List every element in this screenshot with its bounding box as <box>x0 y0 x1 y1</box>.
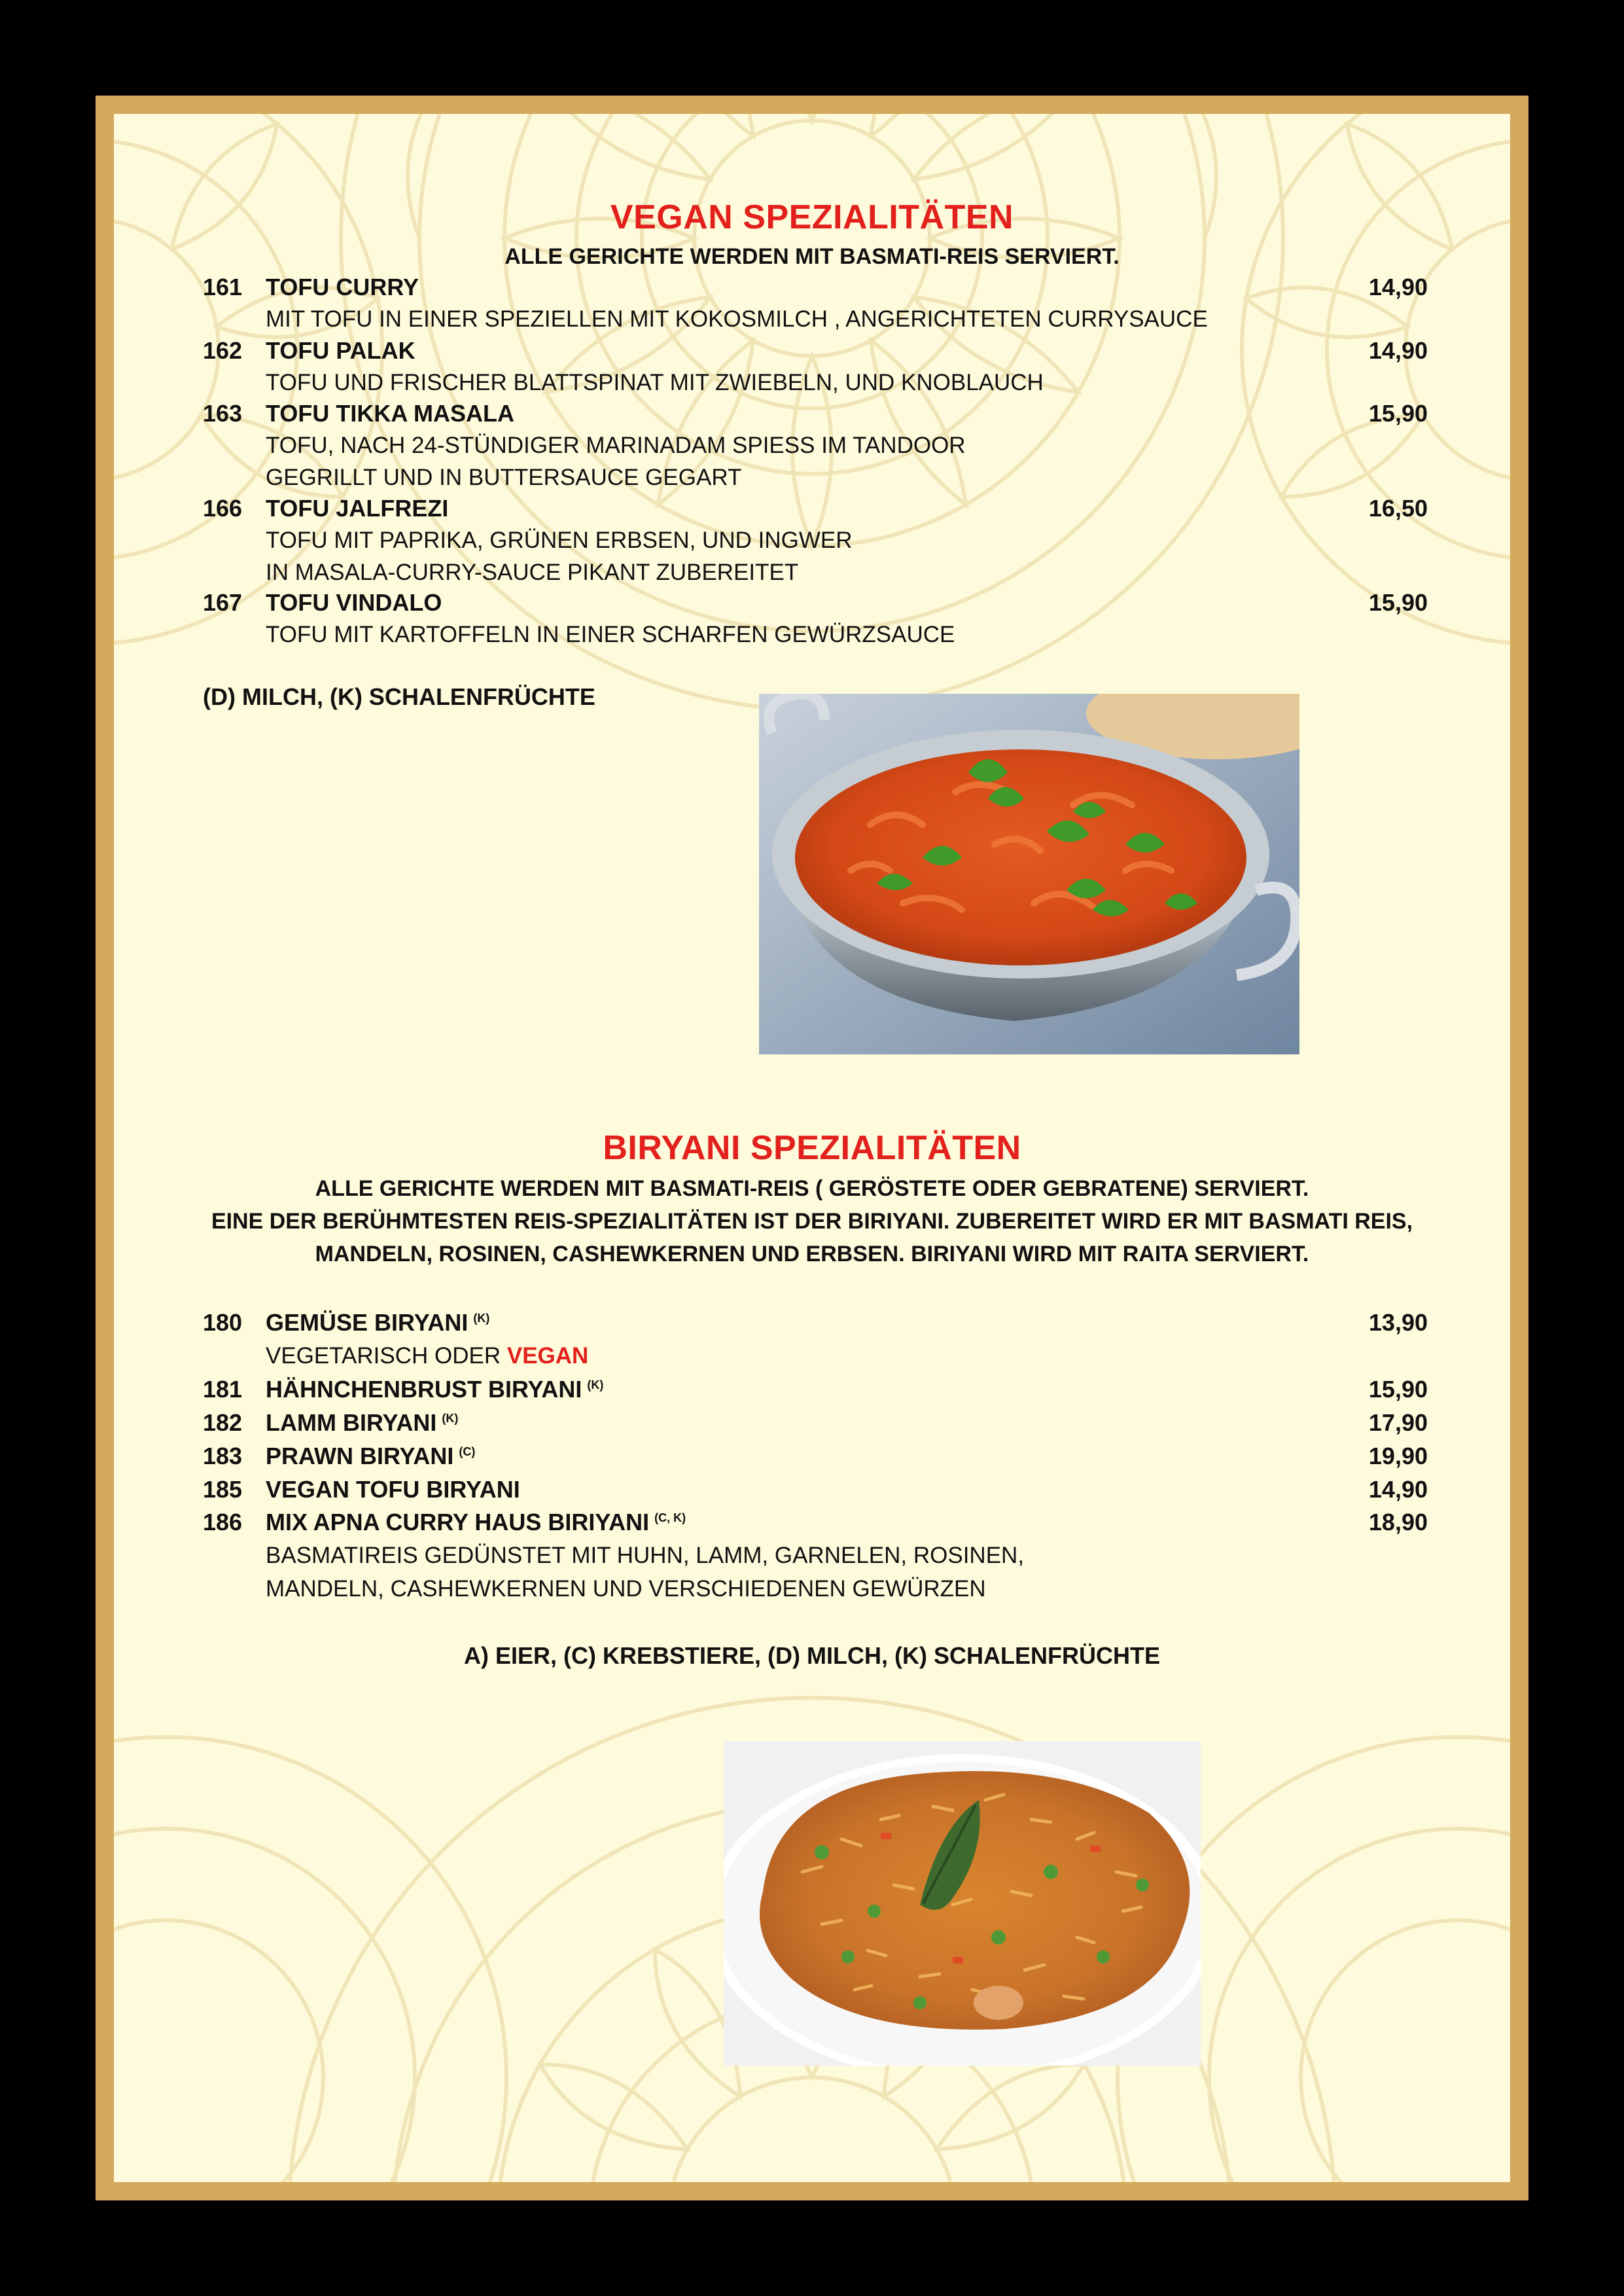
item-name: GEMÜSE BIRYANI $^{(K)}$ <box>266 1309 490 1336</box>
vegan-highlight: VEGAN <box>506 1343 589 1369</box>
item-price: 15,90 <box>1368 400 1428 427</box>
item-number: 163 <box>203 400 243 427</box>
item-price: 16,50 <box>1368 495 1428 522</box>
item-number: 183 <box>203 1443 243 1469</box>
item-price: 15,90 <box>1368 589 1428 616</box>
biryani-note-line: MANDELN, ROSINEN, CASHEWKERNEN UND ERBSEN. BIRIYANI WIRD MIT RAITA SERVIERT. <box>315 1242 1309 1266</box>
allergen-superscript: (K) <box>587 1378 604 1391</box>
item-description: MANDELN, CASHEWKERNEN UND VERSCHIEDENEN GEWÜRZEN <box>266 1576 986 1602</box>
allergen-superscript: (C, K) <box>654 1511 686 1524</box>
vegan-allergen-note: (D) MILCH, (K) SCHALENFRÜCHTE <box>203 683 595 710</box>
item-number: 161 <box>203 274 243 300</box>
allergen-superscript: (C) <box>459 1445 476 1458</box>
item-price: 13,90 <box>1368 1309 1428 1336</box>
item-description: TOFU UND FRISCHER BLATTSPINAT MIT ZWIEBELN, UND KNOBLAUCH <box>266 370 1044 395</box>
item-name: TOFU TIKKA MASALA <box>266 400 514 427</box>
item-name: TOFU PALAK <box>266 337 415 364</box>
item-price: 18,90 <box>1368 1509 1428 1535</box>
item-price: 15,90 <box>1368 1376 1428 1403</box>
item-name: MIX APNA CURRY HAUS BIRIYANI $^{(C, K)}$ <box>266 1509 686 1535</box>
biryani-note-line: EINE DER BERÜHMTESTEN REIS-SPEZIALITÄTEN IST DER BIRIYANI. ZUBEREITET WIRD ER MIT BASMATI REIS, <box>211 1209 1413 1234</box>
item-price: 14,90 <box>1368 1476 1428 1503</box>
item-price: 17,90 <box>1368 1409 1428 1436</box>
item-number: 162 <box>203 337 243 364</box>
menu-page <box>114 114 1510 2182</box>
item-description: TOFU MIT PAPRIKA, GRÜNEN ERBSEN, UND INGWER <box>266 528 853 553</box>
item-description: MIT TOFU IN EINER SPEZIELLEN MIT KOKOSMILCH , ANGERICHTETEN CURRYSAUCE <box>266 306 1208 332</box>
item-price: 14,90 <box>1368 337 1428 364</box>
item-name: HÄHNCHENBRUST BIRYANI $^{(K)}$ <box>266 1376 604 1403</box>
item-description: TOFU MIT KARTOFFELN IN EINER SCHARFEN GEWÜRZSAUCE <box>266 622 955 647</box>
item-name: TOFU CURRY <box>266 274 419 300</box>
biryani-note-line: ALLE GERICHTE WERDEN MIT BASMATI-REIS ( GERÖSTETE ODER GEBRATENE) SERVIERT. <box>315 1176 1309 1201</box>
item-number: 181 <box>203 1376 243 1403</box>
biryani-section-title: BIRYANI SPEZIALITÄTEN <box>603 1129 1021 1167</box>
item-number: 182 <box>203 1409 243 1436</box>
biryani-allergen-note: A) EIER, (C) KREBSTIERE, (D) MILCH, (K) SCHALENFRÜCHTE <box>464 1642 1160 1669</box>
gold-frame <box>96 96 1528 2200</box>
item-description: GEGRILLT UND IN BUTTERSAUCE GEGART <box>266 465 742 490</box>
allergen-superscript: (K) <box>442 1412 459 1425</box>
item-number: 185 <box>203 1476 243 1503</box>
item-name: TOFU VINDALO <box>266 589 442 616</box>
item-price: 19,90 <box>1368 1443 1428 1469</box>
item-name: TOFU JALFREZI <box>266 495 449 522</box>
item-price: 14,90 <box>1368 274 1428 300</box>
item-name: VEGAN TOFU BIRYANI <box>266 1476 520 1503</box>
vegan-section-title: VEGAN SPEZIALITÄTEN <box>610 198 1014 236</box>
biryani-photo <box>724 1741 1201 2066</box>
item-description: BASMATIREIS GEDÜNSTET MIT HUHN, LAMM, GARNELEN, ROSINEN, <box>266 1543 1025 1568</box>
tofu-curry-photo <box>759 694 1299 1054</box>
item-number: 166 <box>203 495 243 522</box>
vegan-section-subtitle: ALLE GERICHTE WERDEN MIT BASMATI-REIS SERVIERT. <box>504 244 1120 269</box>
item-number: 186 <box>203 1509 243 1535</box>
item-description: IN MASALA-CURRY-SAUCE PIKANT ZUBEREITET <box>266 560 799 585</box>
allergen-superscript: (K) <box>473 1312 490 1325</box>
item-description: VEGETARISCH ODER VEGAN <box>266 1343 589 1369</box>
item-description: TOFU, NACH 24-STÜNDIGER MARINADAM SPIESS IM TANDOOR <box>266 433 966 458</box>
item-name: LAMM BIRYANI $^{(K)}$ <box>266 1409 459 1436</box>
item-number: 180 <box>203 1309 243 1336</box>
item-number: 167 <box>203 589 243 616</box>
item-name: PRAWN BIRYANI $^{(C)}$ <box>266 1443 476 1469</box>
